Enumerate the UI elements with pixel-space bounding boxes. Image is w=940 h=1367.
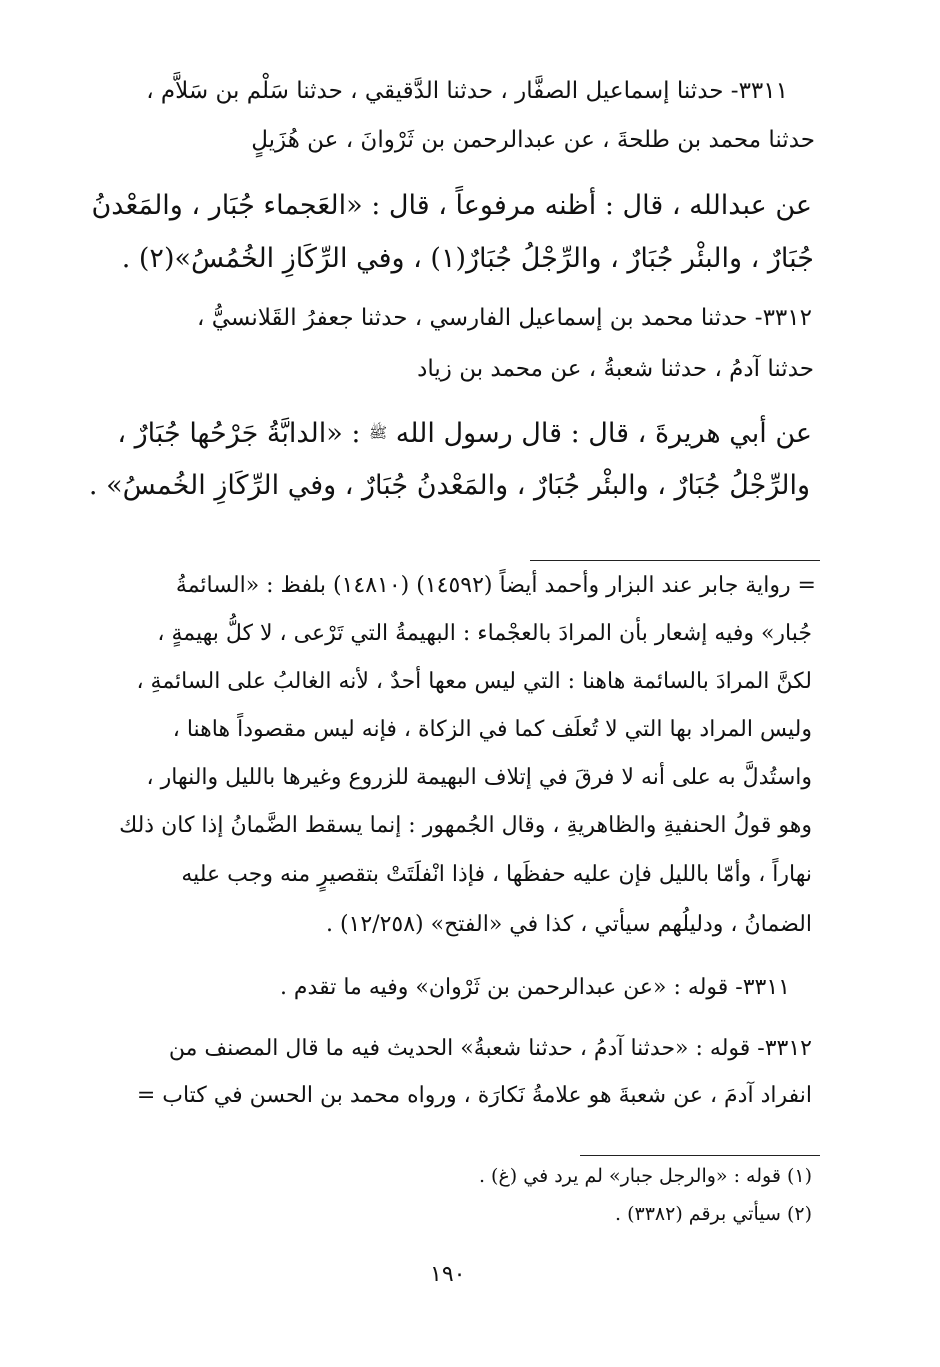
commentary-line-5: واستُدلَّ به على أنه لا فرقَ في إتلاف البهيمة للزروع وغيرها بالليل والنهار ، [146,765,812,790]
main-text-divider [530,560,820,561]
note-3312-line-2: انفراد آدمَ ، عن شعبةَ هو علامةُ نَكارَة ، ورواه محمد بن الحسن في كتاب = [136,1083,812,1108]
hadith-3312-line-4: والرِّجْلُ جُبَارٌ ، والبئْر جُبَارٌ ، والمَعْدنُ جُبَارٌ ، وفي الرِّكَازِ الخُمسُ» . [88,470,810,501]
commentary-line-3: لكنَّ المرادَ بالسائمة هاهنا : التي ليس معها أحدٌ ، لأنه الغالبُ على السائمةِ ، [136,669,812,694]
commentary-line-2: جُبار» وفيه إشعار بأن المرادَ بالعجْماء : البهيمةُ التي تَرْعى ، لا كلُّ بهيمةٍ ، [157,621,812,646]
hadith-3311-line-1: ٣٣١١- حدثنا إسماعيل الصفَّار ، حدثنا الدَّقيقي ، حدثنا سَلْم بن سَلاَّم ، [146,78,788,104]
hadith-3311-line-2: حدثنا محمد بن طلحةَ ، عن عبدالرحمن بن ثَرْوانَ ، عن هُزَيلٍ [251,127,815,153]
commentary-line-7: نهاراً ، وأمّا بالليل فإن عليه حفظَها ، فإذا انْفلَتَتْ بتقصيرٍ منه وجب عليه [181,862,812,887]
hadith-3312-line-1: ٣٣١٢- حدثنا محمد بن إسماعيل الفارسي ، حدثنا جعفرُ القَلانسيُّ ، [197,305,812,331]
footnotes-divider [580,1155,820,1156]
commentary-line-6: وهو قولُ الحنفيةِ والظاهريةِ ، وقال الجُمهور : إنما يسقط الضَّمانُ إذا كان ذلك [119,813,812,838]
hadith-3312-line-3-start: عن أبي هريرةَ ، قال : قال رسول الله [395,418,812,449]
hadith-3311-line-3: عن عبدالله ، قال : أظنه مرفوعاً ، قال : «العَجماء جُبَار ، والمَعْدنُ [91,190,812,221]
commentary-line-1: = رواية جابر عند البزار وأحمد أيضاً (١٤٥٩٢) (١٤٨١٠) بلفظ : «السائمةُ [175,573,816,598]
note-3311: ٣٣١١- قوله : «عن عبدالرحمن بن ثَرْوان» وفيه ما تقدم . [279,975,790,1000]
hadith-3312-line-3-end: : «الدابَّةُ جَرْحُها جُبَارٌ ، [117,418,361,449]
page-number: ١٩٠ [430,1262,466,1287]
footnote-2: (٢) سيأتي برقم (٣٣٨٢) . [615,1203,812,1225]
salutation-mark: ﷺ [369,423,388,442]
commentary-line-8: الضمانُ ، ودليلُهم سيأتي ، كذا في «الفتح» (١٢/٢٥٨) . [325,912,812,937]
hadith-3312-line-2: حدثنا آدمُ ، حدثنا شعبةُ ، عن محمد بن زياد [417,356,814,382]
hadith-3311-line-4: جُبَارٌ ، والبئْر جُبَارٌ ، والرِّجْلُ جُبَارٌ(١) ، وفي الرِّكَازِ الخُمُسُ»(٢) . [121,243,814,274]
footnote-1: (١) قوله : «والرجل جبار» لم يرد في (غ) . [478,1165,812,1187]
hadith-3312-line-3 [117,418,812,449]
note-3312-line-1: ٣٣١٢- قوله : «حدثنا آدمُ ، حدثنا شعبةُ» الحديث فيه ما قال المصنف من [168,1036,812,1061]
commentary-line-4: وليس المراد بها التي لا تُعلَف كما في الزكاة ، فإنه ليس مقصوداً هاهنا ، [172,717,812,742]
